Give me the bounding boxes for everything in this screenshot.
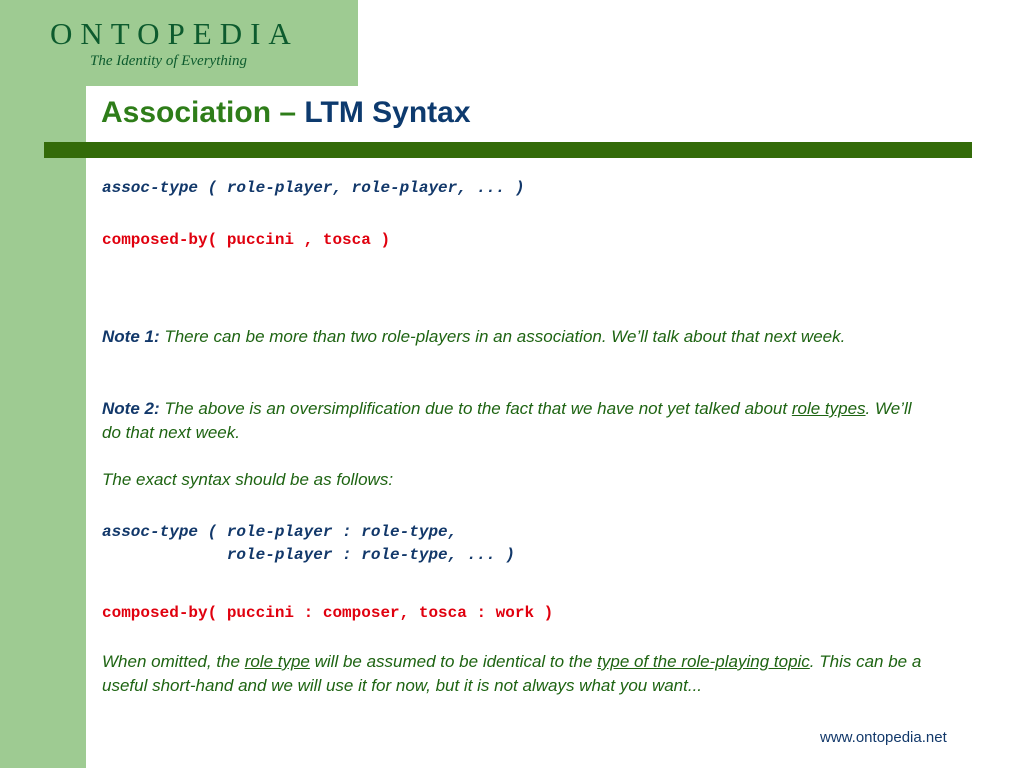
title-ltm-syntax: LTM Syntax bbox=[304, 96, 471, 129]
footer-url[interactable]: www.ontopedia.net bbox=[820, 729, 947, 746]
title-association: Association – bbox=[101, 96, 305, 129]
note-2 bbox=[102, 397, 922, 445]
slide-title bbox=[101, 94, 471, 132]
omitted-note bbox=[102, 650, 952, 698]
sidebar-background bbox=[0, 0, 86, 768]
brand-tagline: The Identity of Everything bbox=[90, 53, 248, 69]
role-types-link[interactable]: role types bbox=[791, 399, 866, 418]
exact-syntax-intro: The exact syntax should be as follows: bbox=[102, 470, 394, 489]
note-2-text: The above is an oversimplification due to the fact that we have not yet talked about bbox=[159, 399, 792, 418]
example-typed: composed-by( puccini : composer, tosca : work ) bbox=[102, 604, 554, 622]
note-2-label: Note 2: bbox=[102, 399, 160, 418]
brand-logo: ONTOPEDIA bbox=[50, 16, 299, 51]
note-1 bbox=[102, 325, 942, 349]
syntax-general: assoc-type ( role-player, role-player, ... ) bbox=[102, 179, 525, 197]
note-1-label: Note 1: bbox=[102, 327, 160, 346]
role-type-link[interactable]: role type bbox=[244, 652, 310, 671]
title-divider bbox=[44, 142, 972, 158]
syntax-exact-line2: role-player : role-type, ... ) bbox=[102, 546, 515, 564]
syntax-exact-line1: assoc-type ( role-player : role-type, bbox=[102, 523, 458, 541]
note-1-text: There can be more than two role-players in an association. We’ll talk about that next week. bbox=[159, 327, 846, 346]
example-simple: composed-by( puccini , tosca ) bbox=[102, 231, 391, 249]
note-2-text-end: . We’ll do that next week. bbox=[102, 399, 912, 442]
omitted-text-1: When omitted, the bbox=[102, 652, 245, 671]
omitted-text-3: . This can be a useful short-hand and we will use it for now, but it is not always what you want... bbox=[102, 652, 922, 695]
role-playing-topic-link[interactable]: type of the role-playing topic bbox=[597, 652, 810, 671]
omitted-text-2: will be assumed to be identical to the bbox=[309, 652, 598, 671]
